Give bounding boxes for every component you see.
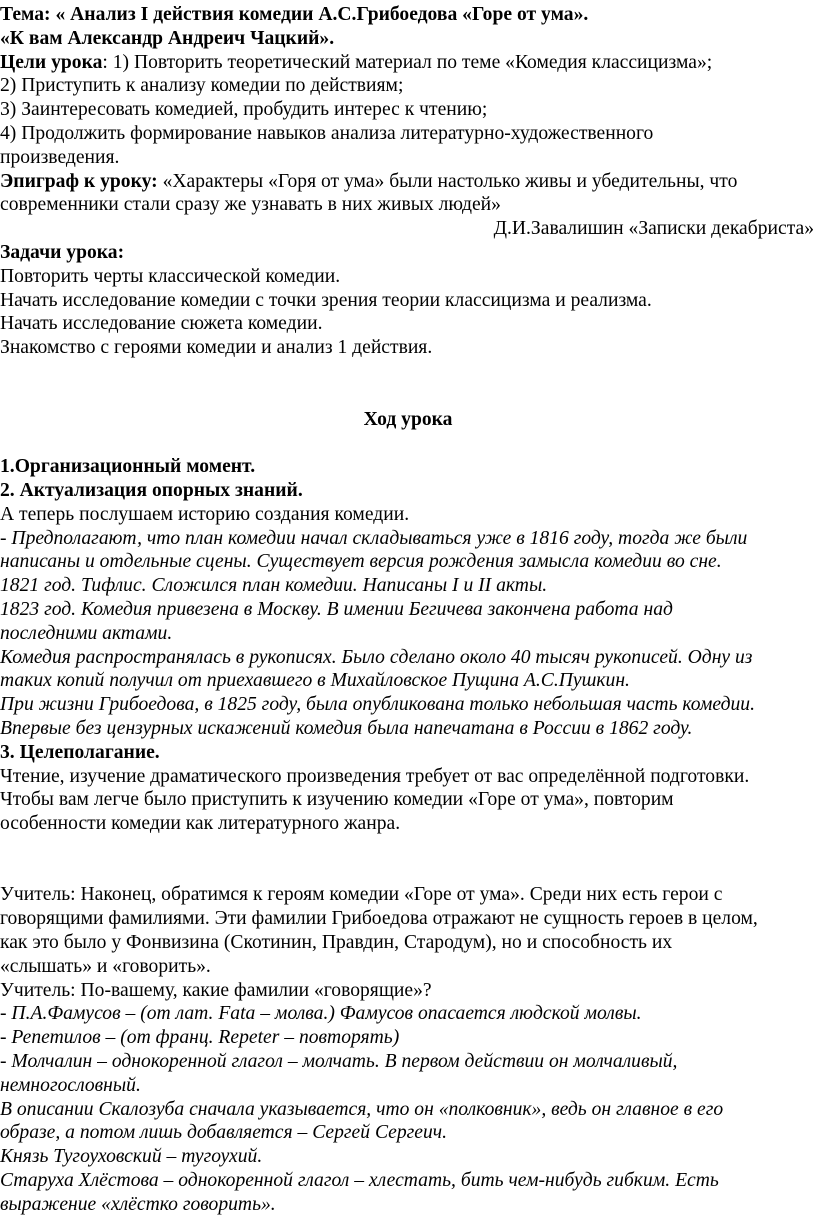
history-intro: А теперь послушаем историю создания комедии. xyxy=(0,503,410,525)
name-line: Князь Тугоуховский – тугоухий. xyxy=(0,1146,263,1168)
history-line: Комедия распространялась в рукописях. Было сделано около 40 тысяч рукописей. Одну из xyxy=(0,646,753,668)
history-line: При жизни Грибоедова, в 1825 году, была опубликована только небольшая часть комедии. xyxy=(0,694,755,716)
goal-setting-line: особенности комедии как литературного жанра. xyxy=(0,813,401,835)
name-line: - П.А.Фамусов – (от лат. Fata – молва.) Фамусов опасается людской молвы. xyxy=(0,1003,642,1025)
task-item: Повторить черты классической комедии. xyxy=(0,265,341,287)
history-line: таких копий получил от приехавшего в Михайловское Пущина А.С.Пушкин. xyxy=(0,670,630,692)
lesson-title: Ход урока xyxy=(363,408,453,430)
epigraph-label: Эпиграф к уроку: xyxy=(0,170,158,192)
topic-line-2: «К вам Александр Андреич Чацкий». xyxy=(0,27,335,49)
task-item: Начать исследование комедии с точки зрения теории классицизма и реализма. xyxy=(0,289,652,311)
section-heading: 1.Организационный момент. xyxy=(0,456,256,478)
history-line: 1821 год. Тифлис. Сложился план комедии. Написаны I и II акты. xyxy=(0,575,548,597)
epigraph-line-2: современники стали сразу же узнавать в них живых людей» xyxy=(0,194,501,216)
topic-text: « Анализ I действия комедии А.С.Грибоедова «Горе от ума». xyxy=(50,4,589,25)
name-line: Старуха Хлёстова – однокоренной глагол – хлестать, бить чем-нибудь гибким. Есть xyxy=(0,1170,719,1192)
goals-first: : 1) Повторить теоретический материал по теме «Комедия классицизма»; xyxy=(102,51,713,73)
goals-label: Цели урока xyxy=(0,51,103,73)
name-line: - Репетилов – (от франц. Repeter – повторять) xyxy=(0,1027,400,1049)
spacer xyxy=(0,836,816,884)
name-line: - Молчалин – однокоренной глагол – молчать. В первом действии он молчаливый, xyxy=(0,1051,678,1073)
spacer xyxy=(0,431,816,455)
name-line: В описании Скалозуба сначала указывается, что он «полковник», ведь он главное в его xyxy=(0,1098,724,1120)
history-line: написаны и отдельные сцены. Существует версия рождения замысла комедии во сне. xyxy=(0,551,722,573)
goal-item: 3) Заинтересовать комедией, пробудить интерес к чтению; xyxy=(0,99,488,121)
task-item: Начать исследование сюжета комедии. xyxy=(0,313,323,335)
teacher-line: Учитель: По-вашему, какие фамилии «говорящие»? xyxy=(0,979,432,1001)
topic-line xyxy=(0,3,816,27)
goal-setting-line: Чтение, изучение драматического произведения требует от вас определённой подготовки. xyxy=(0,765,750,787)
name-line: выражение «хлёстко говорить». xyxy=(0,1193,276,1215)
name-line: образе, а потом лишь добавляется – Сергей Сергеич. xyxy=(0,1122,448,1144)
section-heading: 2. Актуализация опорных знаний. xyxy=(0,479,303,501)
epigraph-source: Д.И.Завалишин «Записки декабриста» xyxy=(493,218,814,240)
teacher-line: говорящими фамилиями. Эти фамилии Грибоедова отражают не сущность героев в целом, xyxy=(0,908,758,930)
goal-item: произведения. xyxy=(0,146,120,168)
goal-item: 2) Приступить к анализу комедии по действиям; xyxy=(0,75,404,97)
goal-setting-line: Чтобы вам легче было приступить к изучению комедии «Горе от ума», повторим xyxy=(0,789,674,811)
epigraph-line xyxy=(0,170,816,194)
history-line: Впервые без цензурных искажений комедия была напечатана в России в 1862 году. xyxy=(0,717,693,739)
epigraph-text: «Характеры «Горя от ума» были настолько живы и убедительны, что xyxy=(157,170,738,192)
spacer xyxy=(0,360,816,408)
teacher-line: как это было у Фонвизина (Скотинин, Правдин, Стародум), но и способность их xyxy=(0,932,673,954)
tasks-label: Задачи урока: xyxy=(0,241,125,263)
history-line: 1823 год. Комедия привезена в Москву. В имении Бегичева закончена работа над xyxy=(0,598,673,620)
teacher-line: «слышать» и «говорить». xyxy=(0,955,211,977)
goals-line xyxy=(0,51,816,75)
goal-item: 4) Продолжить формирование навыков анализа литературно-художественного xyxy=(0,122,654,144)
topic-label: Тема: xyxy=(0,4,51,25)
history-line: последними актами. xyxy=(0,622,173,644)
history-line: - Предполагают, что план комедии начал складываться уже в 1816 году, тогда же были xyxy=(0,527,748,549)
task-item: Знакомство с героями комедии и анализ 1 действия. xyxy=(0,337,433,359)
section-heading: 3. Целеполагание. xyxy=(0,741,160,763)
name-line: немногословный. xyxy=(0,1074,141,1096)
teacher-line: Учитель: Наконец, обратимся к героям комедии «Горе от ума». Среди них есть герои с xyxy=(0,884,723,906)
